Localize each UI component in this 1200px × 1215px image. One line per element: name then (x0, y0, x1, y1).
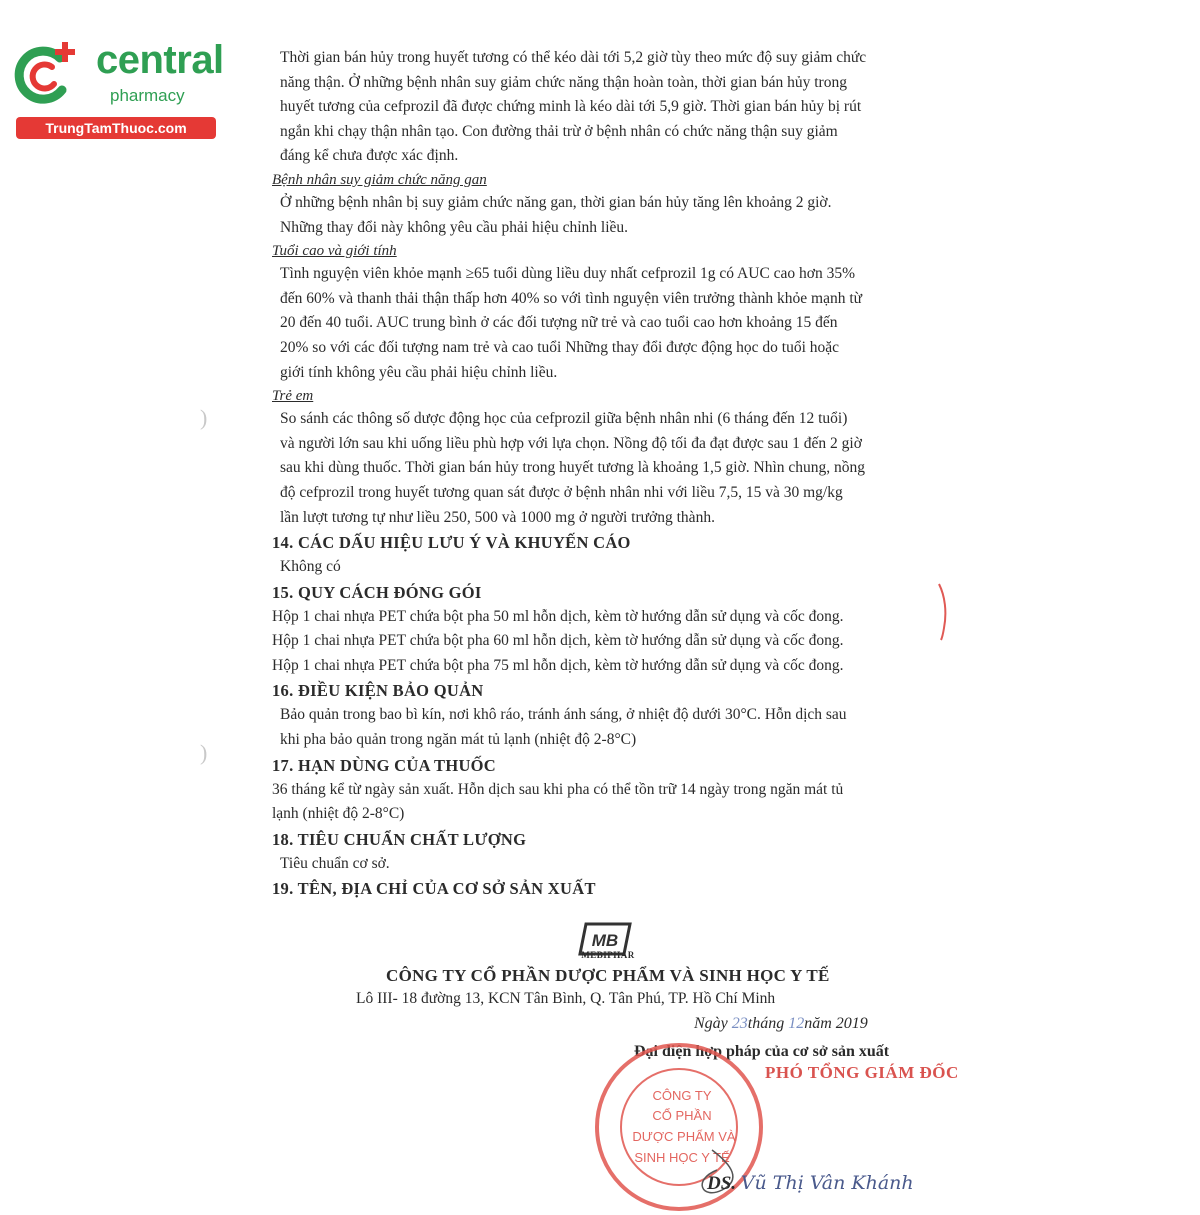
text-line: So sánh các thông số dược động học của cefprozil giữa bệnh nhân nhi (6 tháng đến 12 tuổi) (280, 410, 848, 428)
text-line: Ở những bệnh nhân bị suy giảm chức năng gan, thời gian bán hủy tăng lên khoảng 2 giờ. (280, 193, 832, 211)
text-line: 36 tháng kể từ ngày sản xuất. Hỗn dịch sau khi pha có thể tồn trữ 14 ngày trong ngăn mát tủ (272, 780, 844, 798)
text-line: Hộp 1 chai nhựa PET chứa bột pha 60 ml hỗn dịch, kèm tờ hướng dẫn sử dụng và cốc đong. (272, 632, 844, 650)
paragraph-children (272, 407, 952, 530)
subheading-elderly: Tuổi cao và giới tính (272, 243, 397, 260)
date-month-word: tháng (747, 1015, 785, 1032)
seal-line: SINH HỌC Y TẾ (634, 1150, 730, 1165)
text-line: Hộp 1 chai nhựa PET chứa bột pha 75 ml hỗn dịch, kèm tờ hướng dẫn sử dụng và cốc đong. (272, 656, 844, 674)
text-line: Không có (280, 558, 341, 576)
signer-name: Vũ Thị Vân Khánh (740, 1172, 914, 1194)
paragraph-elderly (272, 262, 952, 385)
text-line: huyết tương của cefprozil đã được chứng minh là kéo dài tới 5,9 giờ. Thời gian bán hủy bị rút (280, 98, 862, 116)
text-line: lạnh (nhiệt độ 2-8°C) (272, 805, 405, 823)
text-line: ngắn khi chạy thận nhân tạo. Con đường thải trừ ở bệnh nhân có chức năng thận suy giảm (280, 122, 838, 140)
mebiphar-label: MEBIPHAR (581, 950, 635, 960)
date-year: năm 2019 (804, 1015, 868, 1032)
signer (707, 1172, 914, 1195)
section-heading-14: 14. CÁC DẤU HIỆU LƯU Ý VÀ KHUYẾN CÁO (272, 533, 631, 553)
seal-line: DƯỢC PHẨM VÀ (632, 1129, 736, 1144)
text-line: lần lượt tương tự như liều 250, 500 và 1000 mg ở người trưởng thành. (280, 508, 715, 526)
central-pharmacy-logo-icon (12, 40, 82, 110)
date-prefix: Ngày (694, 1015, 728, 1032)
brand-subtitle: pharmacy (110, 86, 185, 105)
margin-mark: ) (200, 740, 208, 765)
paragraph-liver (272, 191, 952, 240)
text-line: Tiêu chuẩn cơ sở. (280, 854, 390, 872)
subheading-children: Trẻ em (272, 388, 314, 405)
text-line: giới tính không yêu cầu phải hiệu chỉnh liều. (280, 363, 558, 381)
legal-representative-label: Đại diện hợp pháp của cơ sở sản xuất (634, 1043, 890, 1060)
text-line: và người lớn sau khi uống liều phù hợp với lựa chọn. Nồng độ tối đa đạt được sau 1 đến 2 giờ (280, 434, 862, 452)
document-body (272, 46, 952, 901)
text-line: đáng kể chưa được xác định. (280, 147, 459, 165)
brand-logo (10, 34, 224, 144)
section-heading-19: 19. TÊN, ĐỊA CHỈ CỦA CƠ SỞ SẢN XUẤT (272, 879, 596, 899)
date-day: 23 (731, 1015, 748, 1032)
section-heading-16: 16. ĐIỀU KIỆN BẢO QUẢN (272, 681, 484, 701)
text-line: Thời gian bán hủy trong huyết tương có thể kéo dài tới 5,2 giờ tùy theo mức độ suy giảm chức (280, 49, 867, 66)
signing-date (694, 1015, 868, 1033)
text-line: Tình nguyện viên khỏe mạnh ≥65 tuổi dùng liều duy nhất cefprozil 1g có AUC cao hơn 35% (280, 265, 856, 283)
text-line: Những thay đổi này không yêu cầu phải hiệu chỉnh liều. (280, 218, 629, 236)
text-line: Hộp 1 chai nhựa PET chứa bột pha 50 ml hỗn dịch, kèm tờ hướng dẫn sử dụng và cốc đong. (272, 607, 844, 625)
section-heading-15: 15. QUY CÁCH ĐÓNG GÓI (272, 582, 482, 602)
text-line: năng thận. Ở những bệnh nhân suy giảm chức năng thận hoàn toàn, thời gian bán hủy trong (280, 73, 847, 91)
section-body-14 (272, 555, 952, 580)
date-month: 12 (788, 1015, 805, 1032)
paragraph-renal (272, 46, 952, 169)
text-line: Bảo quản trong bao bì kín, nơi khô ráo, tránh ánh sáng, ở nhiệt độ dưới 30°C. Hỗn dịch sau (280, 706, 847, 724)
section-body-18 (272, 852, 952, 877)
text-line: đến 60% và thanh thải thận thấp hơn 40% so với tình nguyện viên trưởng thành khỏe mạnh từ (280, 289, 863, 307)
position-title: PHÓ TỔNG GIÁM ĐỐC (765, 1063, 959, 1082)
text-line: 20% so với các đối tượng nam trẻ và cao tuổi Những thay đổi được động học do tuổi hoặc (280, 338, 840, 356)
text-line: sau khi dùng thuốc. Thời gian bán hủy trong huyết tương là khoảng 1,5 giờ. Nhìn chung, nồng (280, 459, 866, 477)
section-body-16 (272, 703, 952, 752)
section-body-17 (272, 778, 952, 827)
text-line: 20 đến 40 tuổi. AUC trung bình ở các đối tượng nữ trẻ và cao tuổi cao hơn khoảng 15 đến (280, 314, 838, 332)
text-line: độ cefprozil trong huyết tương quan sát được ở bệnh nhân nhi với liều 7,5, 15 và 30 mg/kg (280, 483, 843, 501)
company-address: Lô III- 18 đường 13, KCN Tân Bình, Q. Tân Phú, TP. Hồ Chí Minh (356, 990, 776, 1007)
margin-mark: ) (200, 405, 208, 430)
subheading-liver: Bệnh nhân suy giảm chức năng gan (272, 171, 487, 188)
brand-url-badge: TrungTamThuoc.com (16, 117, 216, 139)
section-heading-18: 18. TIÊU CHUẨN CHẤT LƯỢNG (272, 829, 527, 849)
section-body-15 (272, 605, 952, 679)
section-heading-17: 17. HẠN DÙNG CỦA THUỐC (272, 755, 497, 775)
seal-line: CỔ PHẦN (652, 1108, 712, 1123)
seal-line: CÔNG TY (652, 1088, 712, 1103)
mebiphar-logo-text: MB (591, 931, 619, 950)
text-line: khi pha bảo quản trong ngăn mát tủ lạnh (nhiệt độ 2-8°C) (280, 731, 637, 749)
company-name: CÔNG TY CỔ PHẦN DƯỢC PHẨM VÀ SINH HỌC Y TẾ (386, 966, 830, 985)
signer-prefix: DS. (707, 1173, 737, 1194)
brand-name: central (96, 38, 224, 82)
